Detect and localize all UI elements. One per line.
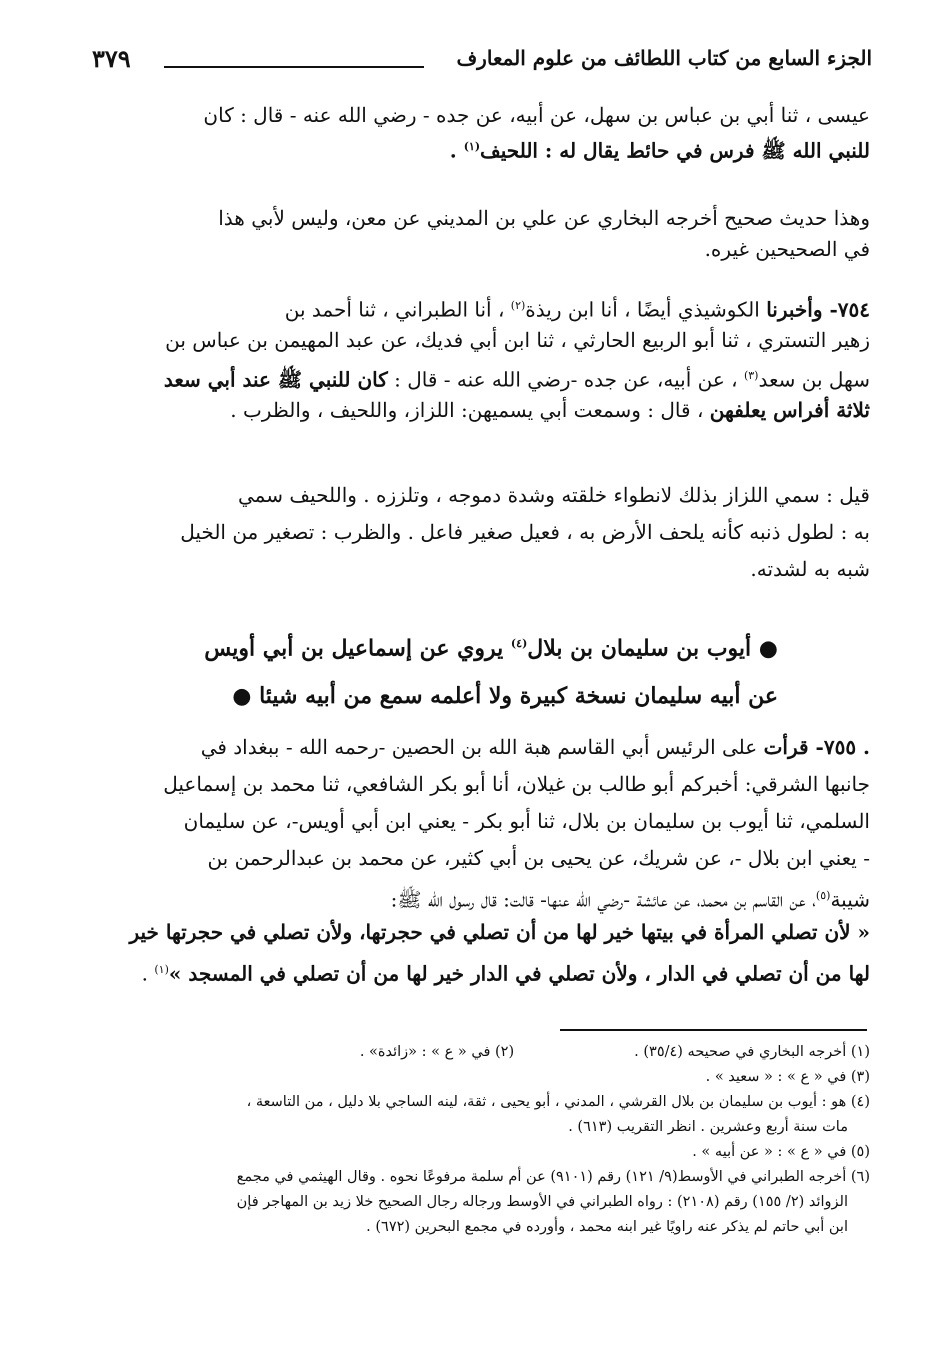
footnote-ref: (٤) [510,637,528,650]
punctuation: . [141,961,155,986]
footnote-1: (١) أخرجه البخاري في صحيحه (٣٥/٤) . [634,1044,870,1060]
text-span: ، أنا الطبراني ، ثنا أحمد بن [284,297,511,322]
paragraph-2 [100,203,870,265]
text-span: ، عن أبيه، عن جده -رضي الله عنه - قال : [387,367,744,392]
hadith-text: ثلاثة أفراس يعلفهن [709,398,870,422]
text-line [100,395,870,426]
hadith-text: للنبي الله ﷺ فرس في حائط يقال له : اللحيف [480,138,870,163]
text-line: قيل : سمي اللزاز بذلك لانطواء خلقته وشدة دموجه ، وتلززه . واللحيف سمي [237,483,870,507]
hadith-number: . ٧٥٥- قرأت [763,735,870,759]
text-line [100,954,870,985]
footnote-6-line-1: (٦) أخرجه الطبراني في الأوسط(٩/ ١٢١) رقم (٩١٠١) عن أم سلمة مرفوعًا نحوه . وقال الهيثمي في مجمع [236,1169,870,1185]
text-line: عيسى ، ثنا أبي بن عباس بن سهل، عن أبيه، عن جده - رضي الله عنه - قال : كان [203,103,870,127]
footnote-3: (٣) في « ع » : « سعيد » . [705,1069,870,1085]
text-line: - يعني ابن بلال -، عن شريك، عن يحيى بن أبي كثير، عن محمد بن عبدالرحمن بن [207,846,870,870]
text-span: الكوشيذي أيضًا ، أنا ابن ريذة [525,297,767,322]
text-line: السلمي، ثنا أيوب بن سليمان بن بلال، ثنا أبو بكر - يعني ابن أبي أويس-، عن سليمان [183,809,870,833]
text-line [100,732,870,763]
footnote-4-line-1: (٤) هو : أيوب بن سليمان بن بلال القرشي ، المدني ، أبو يحيى ، ثقة، لينه الساجي بلا دليل ، من التاسعة ، [246,1094,870,1110]
paragraph-explanation [100,480,870,585]
text-line [100,290,870,321]
hadith-text: لها من أن تصلي في الدار ، ولأن تصلي في الدار خير لها من أن تصلي في المسجد » [168,961,870,986]
footnote-ref: (١) [154,963,169,976]
text-line: جانبها الشرقي: أخبركم أبو طالب بن غيلان، أنا أبو بكر الشافعي، ثنا محمد بن إسماعيل [163,772,870,796]
text-span: سهل بن سعد [758,367,870,392]
text-line: في الصحيحين غيره. [704,237,870,261]
text-span: شيبة [830,887,870,912]
text-span: ، قال : وسمعت أبي يسميهن: اللزاز، واللحيف ، والظرب . [230,398,710,422]
paragraph-1 [100,100,870,162]
text-line: زهير التستري ، ثنا أبو الربيع الحارثي ، ثنا ابن أبي فديك، عن عبد المهيمن بن عباس بن [165,328,870,352]
text-span: ، عن القاسم بن محمد، عن عائشة -رضي الله عنها- قالت: قال رسول الله ﷺ: [390,887,816,912]
hadith-number: ٧٥٤- وأخبرنا [766,297,870,322]
hadith-text: كان للنبي ﷺ عند أبي سعد [163,367,388,392]
punctuation: . [449,138,464,163]
section-heading [138,620,778,720]
footnote-5: (٥) في « ع » : « عن أبيه » . [692,1144,870,1160]
heading-line-1 [138,620,778,672]
paragraph-754 [100,290,870,426]
page-number: ٣٧٩ [92,44,131,73]
footnote-ref: (٥) [815,889,831,902]
footnote-row [80,1040,870,1065]
footnote-ref: (٣) [743,369,759,382]
text-line [100,360,870,391]
heading-line-2: عن أبيه سليمان نسخة كبيرة ولا أعلمه سمع من أبيه شيئا ● [232,683,778,710]
text-span: على الرئيس أبي القاسم هبة الله بن الحصين -رحمه الله - ببغداد في [200,735,764,759]
footnote-6-line-3: ابن أبي حاتم لم يذكر عنه راويًا غير ابنه محمد ، وأورده في مجمع البحرين (٦٧٢) . [366,1219,848,1235]
text-line: به : لطول ذنبه كأنه يلحف الأرض به ، فعيل صغير فاعل . والظرب : تصغير من الخيل [180,520,870,544]
running-header-title: الجزء السابع من كتاب اللطائف من علوم المعارف [456,46,872,70]
footnote-6-line-2: الزوائد (٢/ ١٥٥) رقم (٢١٠٨) : رواه الطبراني في الأوسط ورجاله رجال الصحيح خلا زيد بن المهاجر فإن [236,1194,848,1210]
paragraph-755 [100,732,870,985]
text-line: شبه به لشدته. [750,557,870,581]
footnote-ref: (١) [463,140,481,153]
heading-text: يروي عن إسماعيل بن أبي أويس [204,635,511,662]
footnote-2: (٢) في « ع » : «زائدة» . [359,1044,515,1060]
hadith-text: « لأن تصلي المرأة في بيتها خير لها من أن تصلي في حجرتها، ولأن تصلي في حجرتها خير [129,920,870,944]
text-line: وهذا حديث صحيح أخرجه البخاري عن علي بن المديني عن معن، وليس لأبي هذا [218,206,870,230]
header-rule [164,66,424,68]
footnote-separator [560,1029,867,1031]
footnotes [80,1040,870,1240]
footnote-ref: (٢) [510,299,526,312]
running-header [92,44,872,80]
text-line [100,131,870,162]
text-line [100,880,870,911]
heading-text: ● أيوب بن سليمان بن بلال [527,635,778,662]
footnote-4-line-2: مات سنة أربع وعشرين . انظر التقريب (٦١٣) . [568,1119,848,1135]
